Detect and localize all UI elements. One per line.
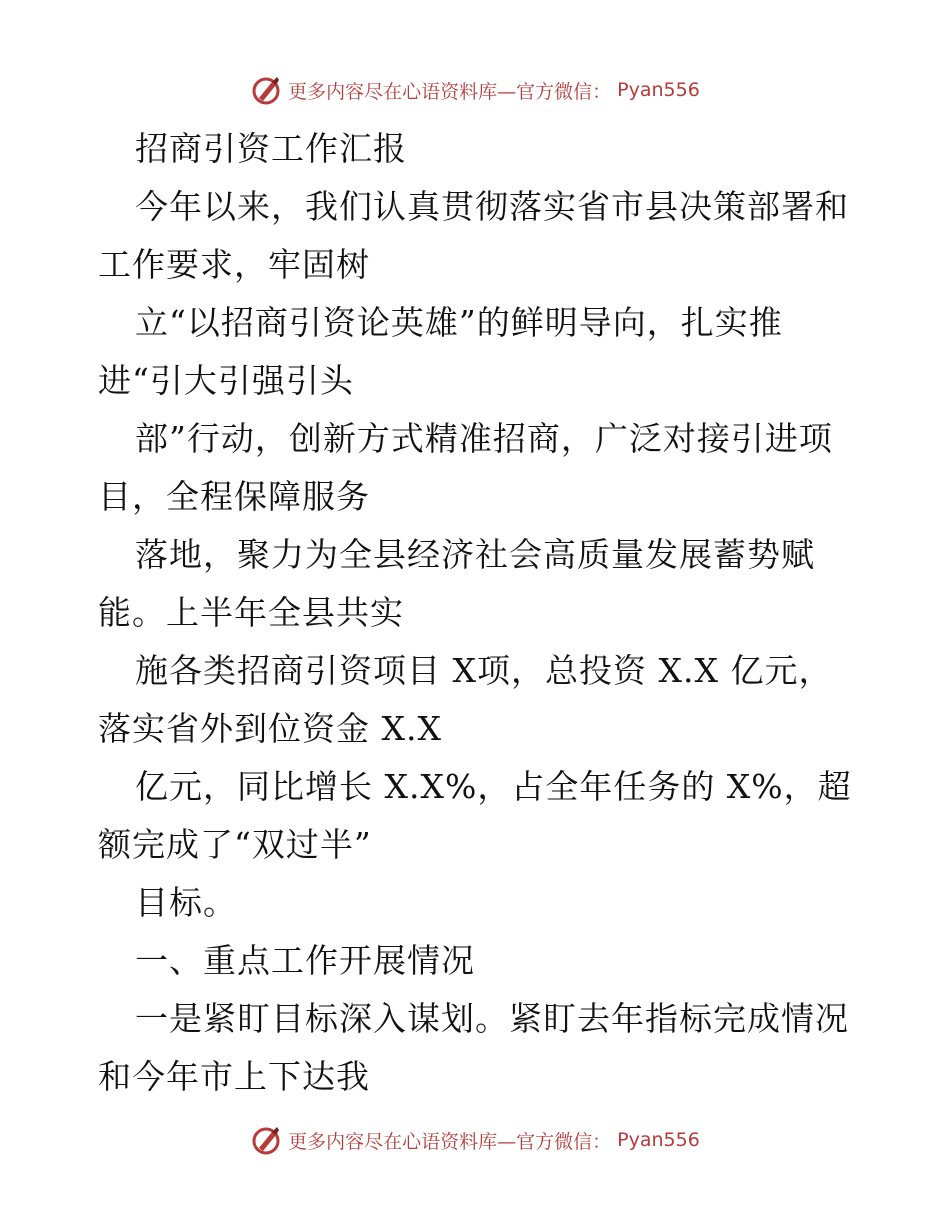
text-line: 落地，聚力为全县经济社会高质量发展蓄势赋 bbox=[135, 535, 815, 574]
watermark-id: Pyan556 bbox=[617, 1129, 700, 1151]
text-line: 工作要求，牢固树 bbox=[98, 245, 370, 284]
text-line: 额完成了“双过半” bbox=[98, 825, 372, 864]
pen-logo-icon bbox=[250, 1124, 282, 1156]
text-line: 目，全程保障服务 bbox=[98, 477, 370, 516]
text-line: 能。上半年全县共实 bbox=[98, 593, 404, 632]
text-line: 进“引大引强引头 bbox=[98, 361, 354, 400]
text-line: 招商引资工作汇报 bbox=[135, 129, 407, 168]
watermark-id: Pyan556 bbox=[617, 79, 700, 101]
document-body bbox=[98, 120, 858, 1106]
text-line: 落实省外到位资金 X.X bbox=[98, 709, 442, 748]
text-line: 一、重点工作开展情况 bbox=[135, 941, 475, 980]
text-line: 和今年市上下达我 bbox=[98, 1057, 370, 1096]
watermark-text: 更多内容尽在心语资料库—官方微信： bbox=[288, 80, 612, 103]
text-line: 一是紧盯目标深入谋划。紧盯去年指标完成情况 bbox=[135, 999, 849, 1038]
header-watermark bbox=[0, 70, 950, 110]
text-line: 部”行动，创新方式精准招商，广泛对接引进项 bbox=[135, 419, 833, 458]
pen-logo-icon bbox=[250, 74, 282, 106]
text-line: 今年以来，我们认真贯彻落实省市县决策部署和 bbox=[135, 187, 849, 226]
watermark-text: 更多内容尽在心语资料库—官方微信： bbox=[288, 1130, 612, 1153]
text-line: 目标。 bbox=[135, 883, 237, 922]
footer-watermark bbox=[0, 1120, 950, 1160]
text-line: 施各类招商引资项目 X项，总投资 X.X 亿元， bbox=[135, 651, 833, 690]
text-line: 亿元，同比增长 X.X%，占全年任务的 X%，超 bbox=[135, 767, 852, 806]
text-line: 立“以招商引资论英雄”的鲜明导向，扎实推 bbox=[135, 303, 783, 342]
